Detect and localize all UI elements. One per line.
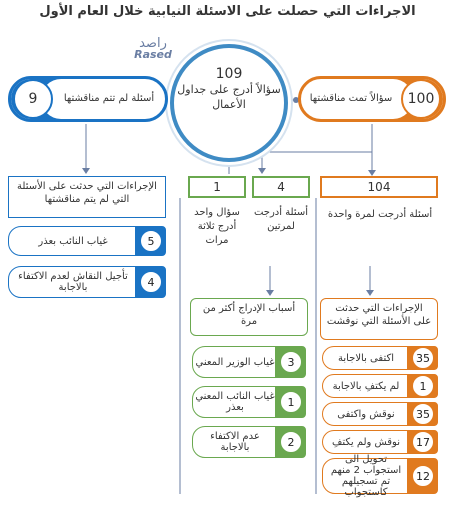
green-item-2 [192, 386, 306, 418]
orange-item-5-count: 12 [411, 464, 435, 488]
brand-latin: Rased [134, 48, 172, 61]
green-item-1 [192, 346, 306, 378]
orange-box-once: 104 [320, 176, 438, 198]
orange-item-3-label: نوقش واكتفى [337, 408, 395, 420]
center-count: 109 [215, 66, 243, 82]
orange-header: الإجراءات التي حدثت على الأسئلة التي نوقشت [320, 298, 438, 340]
center-circle [170, 44, 288, 162]
unanswered-count: 9 [13, 79, 53, 119]
unanswered-pill [8, 76, 168, 122]
orange-item-1-label: اكتفى بالاجابة [337, 352, 395, 364]
orange-item-4-label: نوقش ولم يكتفِ [331, 436, 401, 448]
blue-item-2 [8, 266, 166, 298]
orange-item-1-count: 35 [411, 346, 435, 370]
green-item-2-count: 1 [279, 390, 303, 414]
unanswered-label: أسئلة لم تتم مناقشتها [63, 93, 155, 104]
green-item-3-label: عدم الاكتفاء بالاجابة [210, 431, 260, 453]
orange-item-2-label: لم يكتفِ بالاجابة [332, 380, 400, 392]
brand-logo [118, 38, 188, 60]
green-item-2-label: غياب النائب المعني بعذر [195, 391, 275, 413]
center-label: سؤالاً أدرج على جداول الأعمال [177, 83, 281, 111]
green-once-label: سؤال واحد أدرج ثلاثة مرات [194, 207, 240, 246]
page-title: الاجراءات التي حصلت على الاسئلة النيابية خلال العام الأول [39, 4, 416, 19]
arrow-left [82, 168, 90, 174]
orange-item-4-count: 17 [411, 430, 435, 454]
arrow-orange-header [366, 290, 374, 296]
green-box-once: 1 [188, 176, 246, 198]
blue-item-1 [8, 226, 166, 256]
discussed-count: 100 [401, 79, 441, 119]
green-item-3 [192, 426, 306, 458]
discussed-pill [298, 76, 446, 122]
orange-item-4 [322, 430, 438, 454]
orange-item-5 [322, 454, 438, 498]
orange-once-label: أسئلة أدرجت لمرة واحدة [327, 209, 433, 220]
blue-item-2-count: 4 [139, 270, 163, 294]
orange-item-2 [322, 374, 438, 398]
discussed-label: سؤالاً تمت مناقشتها [309, 93, 393, 104]
green-item-1-label: غياب الوزير المعني [195, 356, 275, 368]
brand-arabic: راصد [139, 36, 167, 51]
orange-item-3 [322, 402, 438, 426]
arrow-green-header [266, 290, 274, 296]
orange-item-3-count: 35 [411, 402, 435, 426]
orange-item-2-count: 1 [411, 374, 435, 398]
orange-item-1 [322, 346, 438, 370]
blue-item-1-label: غياب النائب بعذر [38, 235, 108, 247]
blue-header: الإجراءات التي حدثت على الأسئلة التي لم يتم مناقشتها [8, 176, 166, 218]
green-twice-label: أسئلة أدرجت لمرتين [253, 207, 309, 232]
blue-item-2-label: تأجيل النقاش لعدم الاكتفاء بالاجابة [18, 271, 128, 293]
green-box-twice: 4 [252, 176, 310, 198]
green-header: أسباب الإدراج أكثر من مرة [190, 298, 308, 336]
green-item-1-count: 3 [279, 350, 303, 374]
arrow-green [258, 168, 266, 174]
green-item-3-count: 2 [279, 430, 303, 454]
orange-item-5-label: تحويل الى استجواب 2 منهم تم تسجيلهم كاستجواب [330, 454, 402, 498]
blue-item-1-count: 5 [139, 229, 163, 253]
